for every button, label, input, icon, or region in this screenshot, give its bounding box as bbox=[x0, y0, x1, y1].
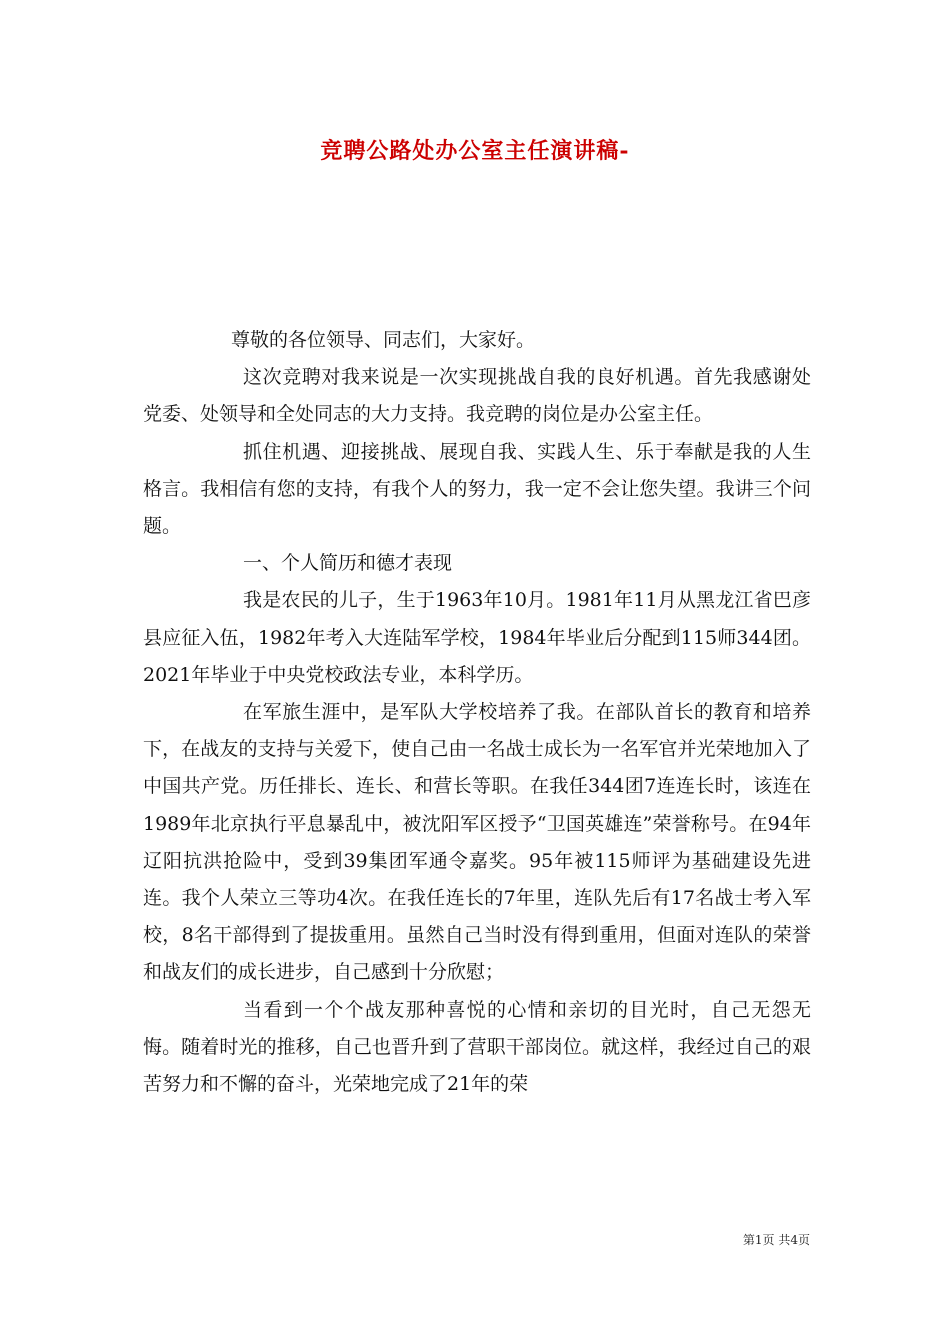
document-title: 竞聘公路处办公室主任演讲稿- bbox=[320, 138, 630, 164]
paragraph: 抓住机遇、迎接挑战、展现自我、实践人生、乐于奉献是我的人生格言。我相信有您的支持，有我个人的努力，我一定不会让您失望。我讲三个问题。 bbox=[143, 440, 811, 538]
page-number: 第1页 共4页 bbox=[742, 1233, 810, 1247]
section-heading: 一、个人简历和德才表现 bbox=[243, 552, 453, 575]
paragraph: 当看到一个个战友那种喜悦的心情和亲切的目光时，自己无怨无悔。随着时光的推移，自己也晋升到了营职干部岗位。就这样，我经过自己的艰苦努力和不懈的奋斗，光荣地完成了21年的荣 bbox=[143, 998, 811, 1096]
document-body bbox=[143, 322, 811, 1103]
paragraph: 这次竞聘对我来说是一次实现挑战自我的良好机遇。首先我感谢处党委、处领导和全处同志的大力支持。我竞聘的岗位是办公室主任。 bbox=[143, 366, 811, 426]
paragraph-greeting: 尊敬的各位领导、同志们，大家好。 bbox=[231, 329, 536, 351]
paragraph: 我是农民的儿子，生于1963年10月。1981年11月从黑龙江省巴彦县应征入伍，1982年考入大连陆军学校，1984年毕业后分配到115师344团。2021年毕业于中央党校政法专业，本科学历。 bbox=[143, 589, 811, 686]
paragraph: 在军旅生涯中，是军队大学校培养了我。在部队首长的教育和培养下，在战友的支持与关爱下，使自己由一名战士成长为一名军官并光荣地加入了中国共产党。历任排长、连长、和营长等职。在我任344团7连连长时，该连在1989年北京执行平息暴乱中，被沈阳军区授予“卫国英雄连”荣誉称号。在94年辽阳抗洪抢险中，受到39集团军通令嘉奖。95年被115师评为基础建设先进连。我个人荣立三等功4次。在我任连长的7年里，连队先后有17名战士考入军校，8名干部得到了提拔重用。虽然自己当时没有得到重用，但面对连队的荣誉和战友们的成长进步，自己感到十分欣慰； bbox=[143, 701, 811, 984]
